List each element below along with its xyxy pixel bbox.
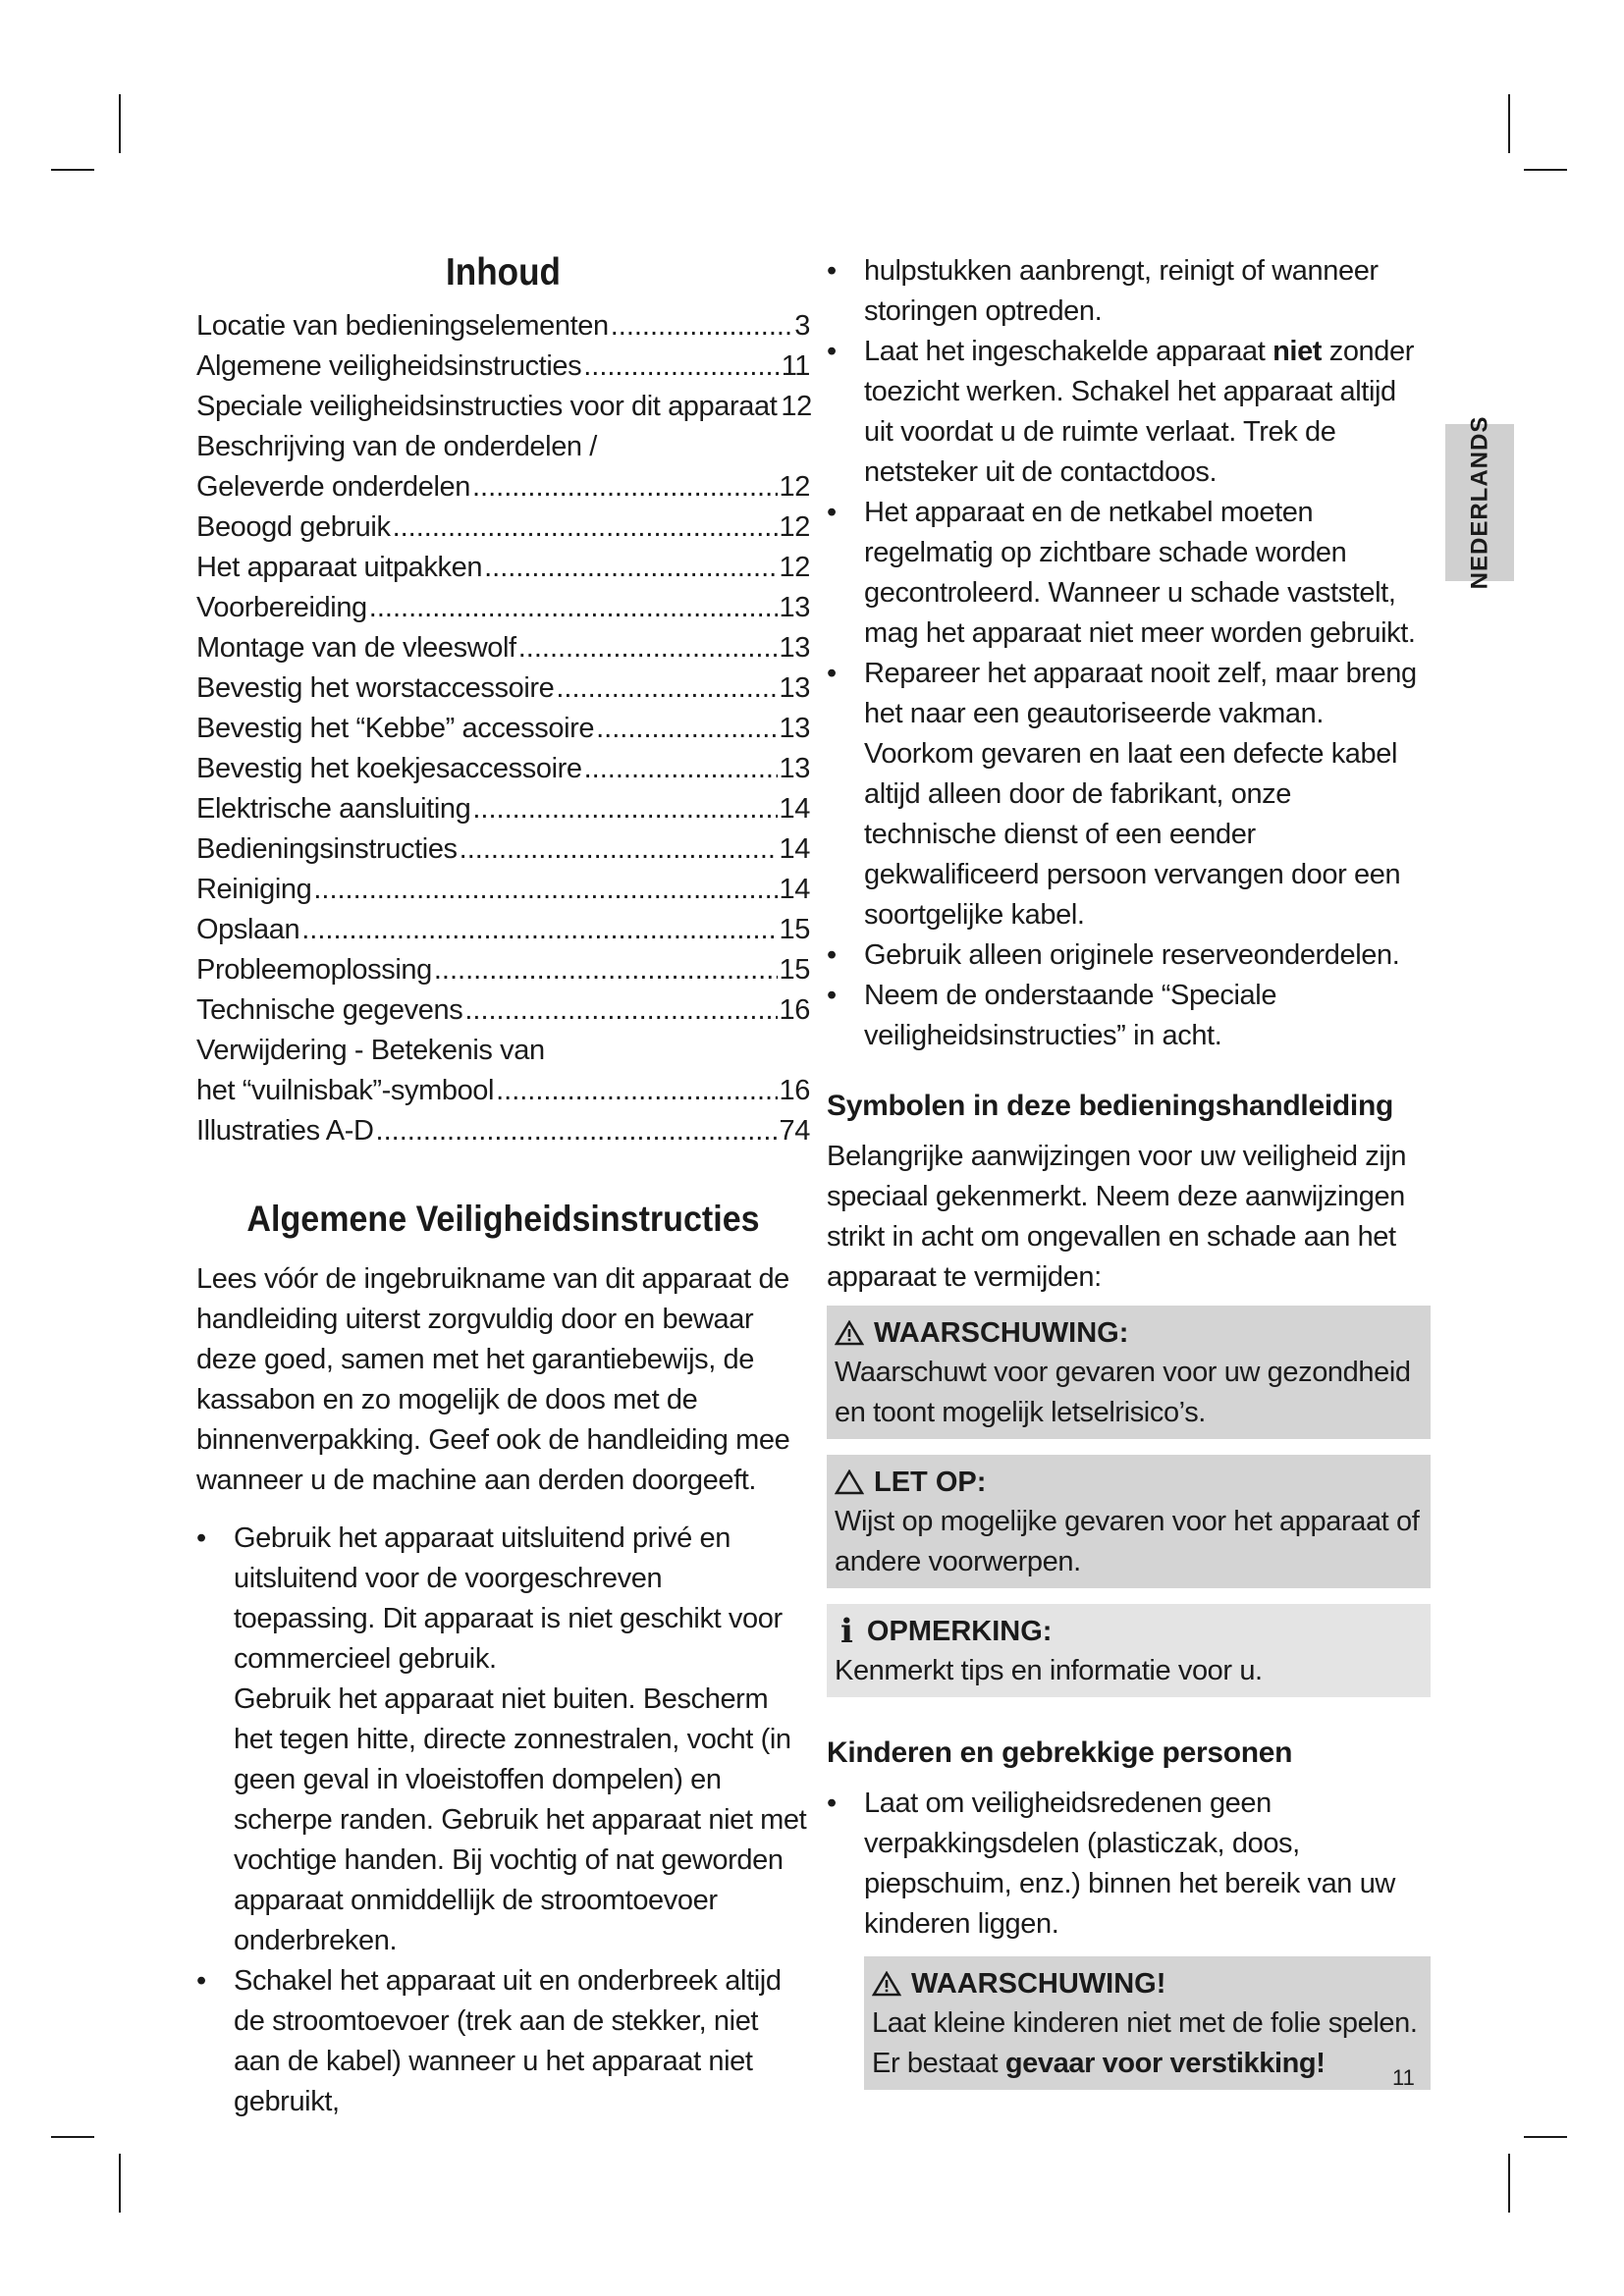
toc-entry [196,427,810,467]
symbols-heading: Symbolen in deze bedieningshandleiding [827,1090,1393,1122]
toc-entry-page: 13 [779,632,810,664]
toc-entry [196,387,810,427]
toc-entry-label: Beoogd gebruik [196,511,391,543]
language-tab-label: NEDERLANDS [1466,415,1492,590]
list-item [196,1519,810,1961]
toc-entry-label: Bevestig het koekjesaccessoire [196,753,582,784]
toc-entry-page: 13 [779,672,810,704]
toc-entry-page: 16 [779,1075,810,1106]
list-item-continued [827,251,1431,332]
list-item [827,976,1431,1056]
toc-entry-page: 12 [779,471,810,503]
toc-entry-label: Montage van de vleeswolf [196,632,516,664]
toc-entry [196,1071,810,1111]
crop-mark [119,2154,121,2213]
list-item [196,1961,810,2122]
intro-paragraph: Lees vóór de ingebruikname van dit apparaat de handleiding uiterst zorgvuldig door en bewaar deze goed, samen met het garantiebewijs, de kassabon en zo mogelijk de doos met de binnenverpakking. Geef ook de handleiding mee wanneer u de machine aan derden doorgeeft. [196,1263,790,1496]
toc-entry [196,628,810,668]
list-item-text: Gebruik het apparaat niet buiten. Bescherm het tegen hitte, directe zonnestralen, vocht (in geen geval in vloeistoffen dompelen) en scherpe randen. Gebruik het apparaat niet met vochtige handen. Bij vochtig of nat geworden apparaat onmiddellijk de stroomtoevoer onderbreken. [234,1683,807,1956]
toc-entry [196,668,810,709]
crop-mark [51,169,94,171]
emphasis-text: niet [1272,336,1323,367]
toc-leader-dots [472,467,778,507]
toc-leader-dots [434,950,778,990]
toc-leader-dots [460,829,778,870]
section-title: Algemene Veiligheidsinstructies [246,1199,760,1239]
toc-entry [196,709,810,749]
safety-list [827,332,1431,1056]
crop-mark [1524,169,1567,171]
warning-text [872,2044,1423,2084]
toc-leader-dots [583,347,779,387]
list-item [827,935,1431,976]
toc-entry-page: 12 [781,391,812,422]
table-of-contents [196,306,810,1151]
list-item [827,332,1431,493]
toc-entry-label: Technische gegevens [196,994,463,1026]
warning-label: WAARSCHUWING: [874,1317,1129,1349]
toc-leader-dots [611,306,793,347]
list-item-text: Gebruik alleen originele reserveonderdelen. [864,939,1400,971]
toc-leader-dots [596,709,777,749]
toc-entry-label: Verwijdering - Betekenis van [196,1035,545,1066]
warning-label: WAARSCHUWING! [911,1968,1166,2000]
toc-entry-page: 14 [779,793,810,825]
toc-entry-page: 74 [779,1115,810,1147]
toc-entry-page: 13 [779,713,810,744]
warning-box [827,1306,1431,1439]
list-item-text: Laat het ingeschakelde apparaat [864,336,1273,367]
toc-entry-label: Algemene veiligheidsinstructies [196,350,582,382]
toc-leader-dots [484,548,777,588]
toc-entry [196,588,810,628]
toc-entry-label: Locatie van bedieningselementen [196,310,609,342]
left-column [196,251,810,2122]
toc-entry-page: 12 [779,511,810,543]
toc-leader-dots [464,990,777,1031]
caution-triangle-icon [835,1469,864,1495]
safety-list [196,1519,810,2122]
toc-entry-label: Voorbereiding [196,592,367,623]
toc-entry-page: 14 [779,874,810,905]
toc-entry-label: het “vuilnisbak”-symbool [196,1075,495,1106]
crop-mark [1508,2154,1510,2213]
warning-triangle-icon [835,1320,864,1346]
list-item [827,1784,1431,1945]
caution-label: LET OP: [874,1467,987,1498]
safety-list-continued [827,251,1431,332]
toc-entry-page: 3 [794,310,810,342]
toc-entry [196,990,810,1031]
toc-leader-dots [393,507,778,548]
toc-entry-page: 11 [781,350,810,382]
toc-leader-dots [376,1111,778,1151]
list-item [827,493,1431,654]
toc-leader-dots [556,668,777,709]
warning-triangle-icon [872,1971,901,1997]
toc-leader-dots [313,870,777,910]
warning-text: Laat kleine kinderen niet met de folie spelen. [872,2007,1418,2039]
toc-entry [196,950,810,990]
list-item-text: Neem de onderstaande “Speciale veiligheidsinstructies” in acht. [864,980,1277,1051]
toc-entry-page: 15 [779,954,810,986]
toc-entry-label: Beschrijving van de onderdelen / [196,431,597,462]
warning-text-part: Er bestaat [872,2048,1005,2079]
toc-entry [196,548,810,588]
toc-entry-page: 13 [779,592,810,623]
note-label: OPMERKING: [866,1616,1053,1647]
toc-leader-dots [496,1071,777,1111]
list-item-text: Gebruik het apparaat uitsluitend privé en uitsluitend voor de voorgeschreven toepassing. Dit apparaat is niet geschikt voor commercieel gebruik. [234,1522,783,1675]
toc-entry [196,347,810,387]
toc-leader-dots [369,588,778,628]
list-item [827,654,1431,935]
toc-leader-dots [301,910,777,950]
toc-entry-label: Bedieningsinstructies [196,833,458,865]
children-heading: Kinderen en gebrekkige personen [827,1736,1293,1769]
toc-entry-label: Probleemoplossing [196,954,432,986]
toc-entry-label: Bevestig het “Kebbe” accessoire [196,713,595,744]
toc-entry-label: Illustraties A-D [196,1115,374,1147]
toc-entry [196,870,810,910]
crop-mark [1524,2136,1567,2138]
toc-entry-page: 13 [779,753,810,784]
list-item-text: Laat om veiligheidsredenen geen verpakkingsdelen (plasticzak, doos, piepschuim, enz.) binnen het bereik van uw kinderen liggen. [864,1788,1395,1940]
crop-mark [1508,94,1510,153]
toc-entry [196,507,810,548]
toc-leader-dots [472,789,777,829]
toc-entry-page: 16 [779,994,810,1026]
list-item-text: hulpstukken aanbrengt, reinigt of wanneer storingen optreden. [864,255,1379,327]
caution-text: Wijst op mogelijke gevaren voor het apparaat of andere voorwerpen. [835,1506,1420,1577]
toc-entry-label: Geleverde onderdelen [196,471,470,503]
crop-mark [51,2136,94,2138]
toc-entry [196,1111,810,1151]
list-item-text: Repareer het apparaat nooit zelf, maar breng het naar een geautoriseerde vakman. Voorkom gevaren en laat een defecte kabel altijd alleen door de fabrikant, onze technische dienst of een eender gekwalificeerd persoon vervangen door een soortgelijke kabel. [864,658,1417,931]
caution-box [827,1455,1431,1588]
info-icon: i [840,1612,853,1651]
toc-entry-label: Speciale veiligheidsinstructies voor dit apparaat [196,391,778,422]
list-item-text: zonder toezicht werken. Schakel het apparaat altijd uit voordat u de ruimte verlaat. Trek de netsteker uit de contactdoos. [864,336,1414,488]
toc-entry [196,306,810,347]
toc-entry-page: 15 [779,914,810,945]
emphasis-text: gevaar voor verstikking! [1004,2048,1326,2079]
list-item-text: Schakel het apparaat uit en onderbreek altijd de stroomtoevoer (trek aan de stekker, niet aan de kabel) wanneer u het apparaat niet gebruikt, [234,1965,782,2117]
language-tab [1445,415,1514,590]
crop-mark [119,94,121,153]
toc-title: Inhoud [446,251,561,294]
children-warning-box [864,1956,1431,2090]
toc-entry-label: Elektrische aansluiting [196,793,471,825]
toc-entry [196,1031,810,1071]
warning-text: Waarschuwt voor gevaren voor uw gezondheid en toont mogelijk letselrisico’s. [835,1357,1411,1428]
toc-entry-label: Reiniging [196,874,312,905]
note-box [827,1604,1431,1697]
children-list [827,1784,1431,1945]
toc-entry-label: Bevestig het worstaccessoire [196,672,555,704]
right-column [827,251,1431,2106]
note-text: Kenmerkt tips en informatie voor u. [835,1655,1263,1686]
toc-entry [196,749,810,789]
toc-entry [196,467,810,507]
toc-entry [196,789,810,829]
toc-entry [196,910,810,950]
page-number: 11 [1392,2065,1415,2090]
list-item-text: Het apparaat en de netkabel moeten regelmatig op zichtbare schade worden gecontroleerd. Wanneer u schade vaststelt, mag het apparaat niet meer worden gebruikt. [864,497,1416,649]
toc-entry-label: Het apparaat uitpakken [196,552,483,583]
toc-leader-dots [518,628,778,668]
toc-entry-label: Opslaan [196,914,300,945]
toc-entry-page: 14 [779,833,810,865]
toc-entry-page: 12 [779,552,810,583]
symbols-intro: Belangrijke aanwijzingen voor uw veiligheid zijn speciaal gekenmerkt. Neem deze aanwijzingen strikt in acht om ongevallen en schade aan het apparaat te vermijden: [827,1141,1407,1293]
toc-leader-dots [584,749,778,789]
toc-entry [196,829,810,870]
